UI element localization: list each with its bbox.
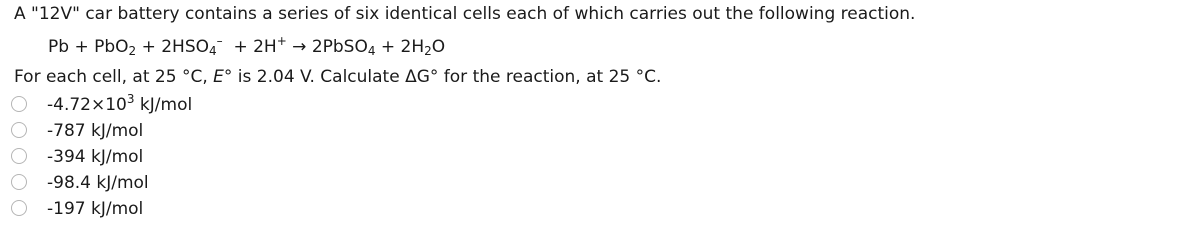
prompt-pre: For each cell, at 25 °C,: [14, 67, 214, 87]
eq-h2o-sub: 2: [424, 44, 432, 58]
answer-option-5[interactable]: [0, 197, 360, 221]
eq-h: + 2H: [222, 37, 277, 57]
answer-option-2[interactable]: [0, 119, 360, 143]
eq-pbso: 2PbSO: [311, 37, 368, 57]
option-label: -98.4 kJ/mol: [47, 173, 149, 193]
radio-button[interactable]: [11, 174, 27, 190]
eq-pb-sub: 2: [128, 44, 137, 58]
option-label: -787 kJ/mol: [47, 121, 144, 141]
option-label: [47, 92, 193, 115]
answer-option-3[interactable]: [0, 145, 360, 169]
eq-h2o: + 2H: [375, 37, 425, 57]
question-text: A "12V" car battery contains a series of six identical cells each of which carries out the following reaction.: [14, 4, 916, 24]
answer-option-1[interactable]: [0, 93, 360, 117]
eq-hso-sub: 4: [209, 44, 217, 58]
eq-pbso-sub: 4: [367, 44, 376, 58]
option-exponent: 3: [126, 92, 135, 106]
answer-option-4[interactable]: [0, 171, 360, 195]
radio-button[interactable]: [11, 96, 27, 112]
option-label: -197 kJ/mol: [47, 199, 144, 219]
prompt-e: E°: [213, 67, 233, 87]
option-value: -4.72×10: [47, 95, 127, 115]
radio-button[interactable]: [11, 122, 27, 138]
question-prompt: [14, 67, 661, 87]
option-label: -394 kJ/mol: [47, 147, 144, 167]
reaction-equation: [48, 34, 446, 58]
eq-arrow: →: [286, 37, 312, 57]
radio-button[interactable]: [11, 200, 27, 216]
eq-hso-sup: –: [216, 34, 223, 48]
eq-h-sup: +: [276, 34, 287, 48]
radio-button[interactable]: [11, 148, 27, 164]
option-unit: kJ/mol: [134, 95, 193, 115]
prompt-post: is 2.04 V. Calculate ΔG° for the reaction, at 25 °C.: [232, 67, 662, 87]
eq-hso: + 2HSO: [136, 37, 209, 57]
eq-pb: Pb + PbO: [48, 37, 129, 57]
eq-o: O: [431, 37, 446, 57]
